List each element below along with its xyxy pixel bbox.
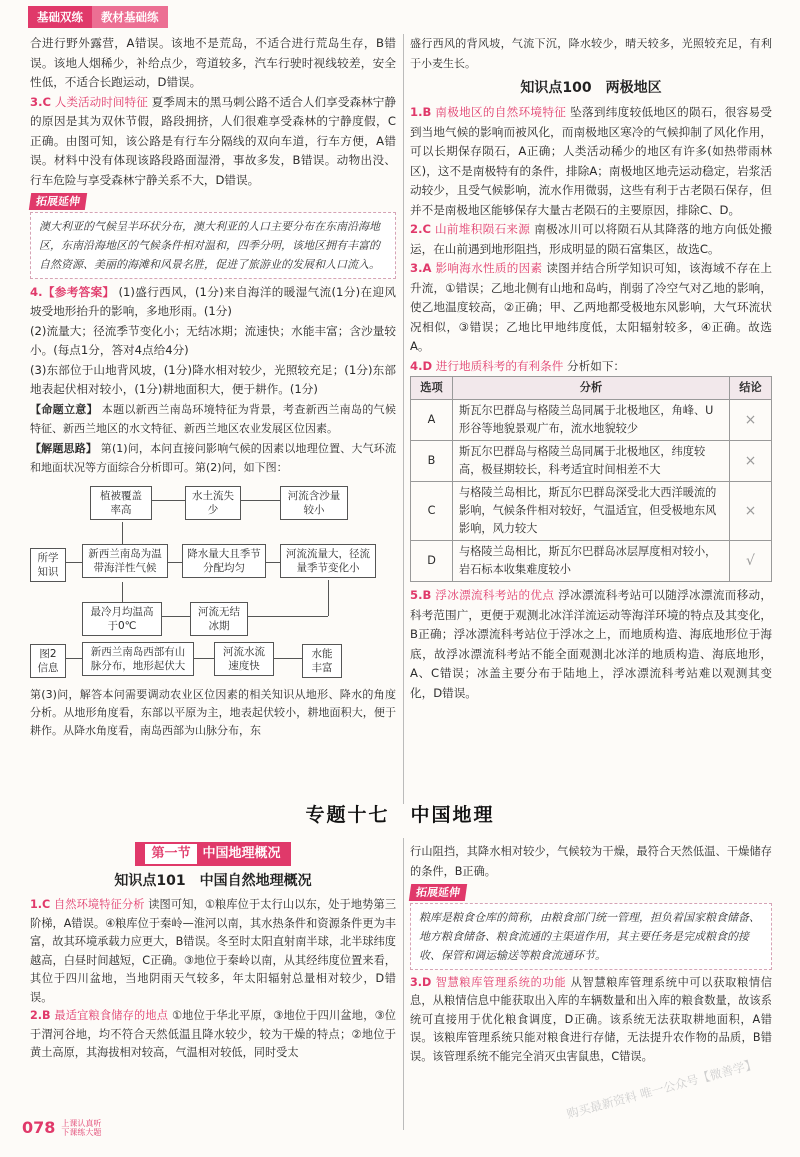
table-row: D 与格陵兰岛相比，斯瓦尔巴群岛冰层厚度相对较小，岩石标本收集难度较小 √	[411, 541, 772, 582]
answer-3: 3.A 影响海水性质的因素 读图并结合所学知识可知，该海域不存在上升流，①错误；乙地北侧有山地和岛屿，削弱了冷空气对乙地的影响，使乙地温度较高，②正确；甲、乙两地都受极地东风影响，大气环流状况相似，③错误；乙地比甲地纬度低，太阳辐射较多，④正确。故选A。	[410, 261, 772, 353]
table-row: A 斯瓦尔巴群岛与格陵兰岛同属于北极地区，角峰、U形谷等地貌景观广布，流水地貌较少 ×	[411, 400, 772, 441]
column-divider-lower	[403, 838, 404, 1130]
paragraph: 盛行西风的背风坡，气流下沉，降水较少，晴天较多，光照较充足，有利于小麦生长。	[410, 37, 772, 70]
header-tab-textbook: 教材基础练	[92, 6, 168, 28]
answer-3: 3.D 智慧粮库管理系统的功能 从智慧粮库管理系统中可以获取粮情信息，从粮情信息中能获取出入库的车辆数量和出入库的粮食数量，故该系统可直接用于优化粮食调度，D正确。该系统无法获取耕地面积，A错误。该粮库管理系统只能对粮食进行存储，无法提升农作物的品质，B错误。该管理系统不能完全消灭虫害鼠患，C错误。	[410, 975, 772, 1063]
column-divider	[403, 34, 404, 804]
flow-arrow	[248, 616, 328, 617]
flow-diagram	[30, 482, 396, 682]
answer-5: 5.B 浮冰漂流科考站的优点 浮冰漂流科考站可以随浮冰漂流而移动，科考范围广，更便于观测北冰洋洋流运动等海洋环境的特点及其变化，B正确；浮冰漂流科考站位于浮冰之上，而地质构造、海底地形位于海底，故浮冰漂流科考站不能全面观测北冰洋的地质构造、海底地形，A、C错误；冰盖主要分布于陆地上，浮冰漂流科考站难以观测其变化，D错误。	[410, 588, 772, 700]
section-title: 专题十七 中国地理	[305, 804, 495, 826]
flow-box: 河流无结冰期	[190, 602, 248, 636]
knowledge-point-title: 知识点100 两极地区	[520, 80, 662, 96]
answer-4-part3: (3)东部位于山地背风坡，(1分)降水相对较少，光照较充足；(1分)东部地表起伏相对较小，(1分)耕地面积大，便于耕作。(1分)	[30, 362, 396, 396]
flow-box: 新西兰南岛西部有山脉分布，地形起伏大	[82, 642, 194, 676]
flow-arrow	[66, 658, 82, 659]
flow-arrow	[122, 522, 123, 544]
table-row: C 与格陵兰岛相比，斯瓦尔巴群岛深受北大西洋暖流的影响，气候条件相对较好，气温适宜，但受极地东风影响，风力较大 ×	[411, 482, 772, 541]
flow-arrow	[168, 562, 182, 563]
flow-box: 河流水流速度快	[214, 642, 274, 676]
paragraph: 行山阻挡，其降水相对较少，气候较为干燥，最符合天然低温、干燥储存的条件，B正确。	[410, 845, 772, 878]
flow-arrow	[194, 658, 214, 659]
bottom-right-column	[410, 842, 772, 1066]
answer-4-part2: (2)流量大；径流季节变化小；无结冰期；流速快；水能丰富；含沙量较小。(每点1分，答对4点给4分)	[30, 323, 396, 357]
flow-box: 降水量大且季节分配均匀	[182, 544, 266, 578]
solution-idea: 【解题思路】 第(1)问，本问直接问影响气候的因素以地理位置、大气环流和地面状况等方面综合分析即可。第(2)问，如下图：	[30, 441, 396, 474]
flow-box: 新西兰南岛为温带海洋性气候	[82, 544, 168, 578]
intent: 【命题立意】 本题以新西兰南岛环境特征为背景，考查新西兰南岛的气候特征、新西兰地区的水文特征、新西兰地区农业发展区位因素。	[30, 402, 396, 435]
section-badge-wrap	[30, 842, 396, 866]
extension-note: 澳大利亚的气候呈半环状分布，澳大利亚的人口主要分布在东南沿海地区，东南沿海地区的气候条件相对温和，四季分明，该地区拥有丰富的自然资源、美丽的海滩和风景名胜，促进了旅游业的发展和人口流入。	[30, 212, 396, 279]
page-footer	[22, 1118, 101, 1138]
knowledge-point-title: 知识点101 中国自然地理概况	[114, 873, 312, 889]
paragraph: 合进行野外露营，A错误。该地不是荒岛，不适合进行荒岛生存，B错误。该地人烟稀少，补给点少，弯道较多，汽车行驶时视线较差，安全性低，不适合长跑运动，D错误。	[30, 36, 396, 89]
flow-arrow	[66, 562, 82, 563]
extension-tag: 拓展延伸	[409, 884, 467, 901]
flow-box: 所学知识	[30, 548, 66, 582]
extension-tag: 拓展延伸	[29, 193, 87, 210]
flow-arrow	[274, 658, 302, 659]
watermark: 购买最新资料 唯一公众号【微善学】	[565, 1056, 759, 1122]
flow-arrow	[152, 500, 185, 501]
table-header: 结论	[730, 377, 772, 400]
flow-arrow	[122, 582, 123, 602]
table-header: 分析	[453, 377, 730, 400]
extension-note: 粮库是粮食仓库的简称，由粮食部门统一管理，担负着国家粮食储备、地方粮食储备、粮食流通的主渠道作用，其主要任务是完成粮食的接收、保管和调运输送等粮食流通环节。	[410, 903, 772, 970]
answer-4: 4.【参考答案】 (1)盛行西风，(1分)来自海洋的暖湿气流(1分)在迎风坡受地形抬升的影响，多地形雨。(1分)	[30, 284, 396, 318]
flow-arrow	[328, 580, 329, 616]
answer-1: 1.C 自然环境特征分析 读图可知，①粮库位于太行山以东，处于地势第三阶梯，A错误。④粮库位于秦岭—淮河以南，其水热条件和资源条件更为丰富，故其环境承载力应更大，B错误。冬至时太阳直射南半球，北半球纬度越高，白昼时间越短，C正确。③地位于秦岭以南，从其经纬度位置来看，其位于四川盆地，当地阴雨天气较多，年太阳辐射总量相对较少，D错误。	[30, 898, 397, 1004]
answer-1: 1.B 南极地区的自然环境特征 坠落到纬度较低地区的陨石，很容易受到当地气候的影响而被风化，而南极地区寒冷的气候抑制了风化作用，可以长期保存陨石，A正确；人类活动稀少的地区有许多(如热带雨林区)，这不是南极特有的条件，排除A；南极地区地壳运动稳定，岩浆活动较少，且受气候影响，流水作用微弱，这些有利于古老陨石保存，但并不是南极地区能够保存大量古老陨石的主要原因，排除C、D。	[410, 105, 772, 217]
flow-box: 河流含沙量较小	[280, 486, 348, 520]
header-tabs	[28, 6, 168, 28]
section-badge: 第一节 中国地理概况	[135, 842, 290, 866]
flow-arrow	[266, 562, 280, 563]
flow-arrow	[241, 500, 280, 501]
header-tab-basic: 基础双练	[28, 6, 92, 28]
flow-box: 植被覆盖率高	[90, 486, 152, 520]
flow-box: 河流流量大，径流量季节变化小	[280, 544, 376, 578]
flow-box: 最冷月均温高于0℃	[82, 602, 162, 636]
answer-3: 3.C 人类活动时间特征 夏季周末的黑马刺公路不适合人们享受森林宁静的原因是其为双休节假，路段拥挤，人们很难享受森林的宁静度假，C正确。由图可知，该公路是有行车分隔线的双向车道，行车方便，A错误。材料中没有体现该路段路面湿滑，事故多发，B错误。动物出没、行车危险与享受森林宁静关系不大，D错误。	[30, 94, 396, 187]
flow-box: 图2信息	[30, 644, 66, 678]
analysis-table	[410, 376, 772, 582]
bottom-left-column	[30, 842, 396, 1063]
left-column	[30, 34, 396, 740]
page-number: 078	[22, 1118, 56, 1137]
paragraph: 第(3)问，解答本问需要调动农业区位因素的相关知识从地形、降水的角度分析。从地形角度看，东部以平原为主，地表起伏较小，耕地面积大，便于耕作。从降水角度看，南岛西部为山脉分布，东	[30, 687, 396, 737]
flow-box: 水土流失少	[185, 486, 241, 520]
footer-slogan: 上课认真听 下课练大题	[61, 1118, 102, 1137]
table-header: 选项	[411, 377, 453, 400]
flow-arrow	[162, 616, 190, 617]
table-row: B 斯瓦尔巴群岛与格陵兰岛同属于北极地区，纬度较高，极昼期较长，科考适宜时间相差不大 ×	[411, 441, 772, 482]
answer-2: 2.C 山前堆积陨石来源 南极冰川可以将陨石从其降落的地方向低处搬运，在山前遇到地形阻挡，形成明显的陨石富集区，故选C。	[410, 222, 772, 256]
flow-box: 水能丰富	[302, 644, 342, 678]
right-column	[410, 34, 772, 703]
answer-4: 4.D 进行地质科考的有利条件 分析如下：	[410, 358, 626, 373]
answer-2: 2.B 最适宜粮食储存的地点 ①地位于华北平原，③地位于四川盆地，③位于渭河谷地，均不符合天然低温且降水较少，较为干燥的特点；②地位于黄土高原，其海拔相对较高，气温相对较低，同时受太	[30, 1009, 396, 1059]
